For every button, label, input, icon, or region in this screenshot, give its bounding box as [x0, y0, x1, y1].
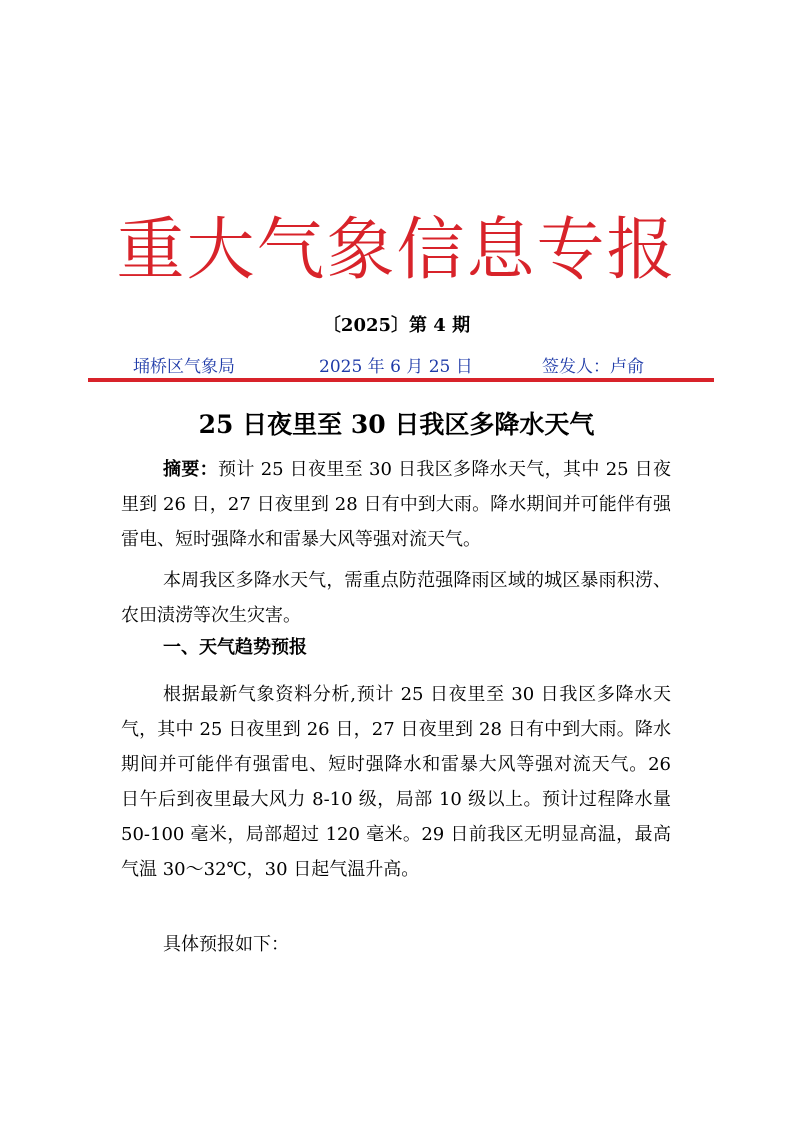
issuing-organization: 埇桥区气象局	[133, 357, 235, 377]
issue-number: 〔2025〕第 4 期	[322, 315, 471, 336]
document-masthead: 重大气象信息专报	[116, 211, 677, 290]
header-divider	[88, 378, 714, 382]
report-headline: 25 日夜里至 30 日我区多降水天气	[198, 410, 595, 439]
signer: 签发人：卢俞	[542, 357, 644, 377]
issue-date: 2025 年 6 月 25 日	[319, 357, 473, 377]
detail-intro: 具体预报如下：	[163, 934, 289, 955]
summary-label: 摘要：	[163, 459, 218, 480]
forecast-paragraph: 根据最新气象资料分析,预计 25 日夜里至 30 日我区多降水天气，其中 25 日夜里到 26 日，27 日夜里到 28 日有中到大雨。降水期间并可能伴有强雷电、短时强降水和雷暴大风等强对流天气。26 日午后到夜里最大风力 8-10 级，局部 10 级以上。预计过程降水量 50-100 毫米，局部超过 120 毫米。29 日前我区无明显高温，最高气温 30～32℃，30 日起气温升高。	[121, 684, 671, 880]
section-heading: 一、天气趋势预报	[163, 637, 307, 658]
summary-text: 预计 25 日夜里至 30 日我区多降水天气，其中 25 日夜里到 26 日，27 日夜里到 28 日有中到大雨。降水期间并可能伴有强雷电、短时强降水和雷暴大风等强对流天气。	[121, 459, 671, 550]
summary-paragraph	[121, 452, 671, 557]
focus-paragraph: 本周我区多降水天气，需重点防范强降雨区域的城区暴雨积涝、农田渍涝等次生灾害。	[121, 570, 671, 626]
